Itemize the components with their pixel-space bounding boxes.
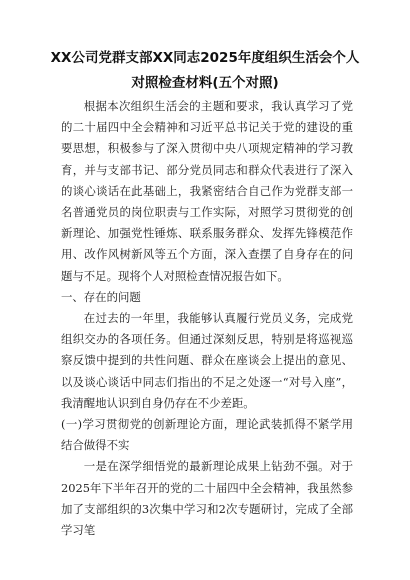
document-body (61, 96, 353, 541)
title-line-1: XX公司党群支部XX同志2025年度组织生活会个人 (50, 50, 360, 66)
title-line-2: 对照检查材料(五个对照) (131, 75, 279, 91)
subsection-paragraph-theory: 一是在深学细悟党的最新理论成果上钻劲不强。对于2025年下半年召开的党的二十届四中全会精神，我虽然参加了支部组织的3次集中学习和2次专题研讨，完成了全部学习笔 (61, 459, 353, 538)
document-title (30, 46, 380, 96)
section-paragraph-problems: 在过去的一年里，我能够认真履行党员义务，完成党组织交办的各项任务。但通过深刻反思，特别是将巡视巡察反馈中提到的共性问题、群众在座谈会上提出的意见、以及谈心谈话中同志们指出的不足之处逐一“对号入座”，我清醒地认识到自身仍存在不少差距。 (61, 311, 353, 410)
subsection-heading-theory: (一)学习贯彻党的创新理论方面，理论武装抓得不紧学用结合做得不实 (61, 417, 353, 453)
intro-paragraph: 根据本次组织生活会的主题和要求，我认真学习了党的二十届四中全会精神和习近平总书记关于党的建设的重要思想，积极参与了深入贯彻中央八项规定精神的学习教育，并与支部书记、部分党员同志和群众代表进行了深入的谈心谈话在此基础上，我紧密结合自己作为党群支部一名普通党员的岗位职责与工作实际，对照学习贯彻党的创新理论、加强党性锤炼、联系服务群众、发挥先锋模范作用、改作风树新风等五个方面，深入查摆了自身存在的问题与不足。现将个人对照检查情况报告如下。 (61, 99, 353, 283)
section-heading-problems: 一、存在的问题 (61, 289, 141, 304)
